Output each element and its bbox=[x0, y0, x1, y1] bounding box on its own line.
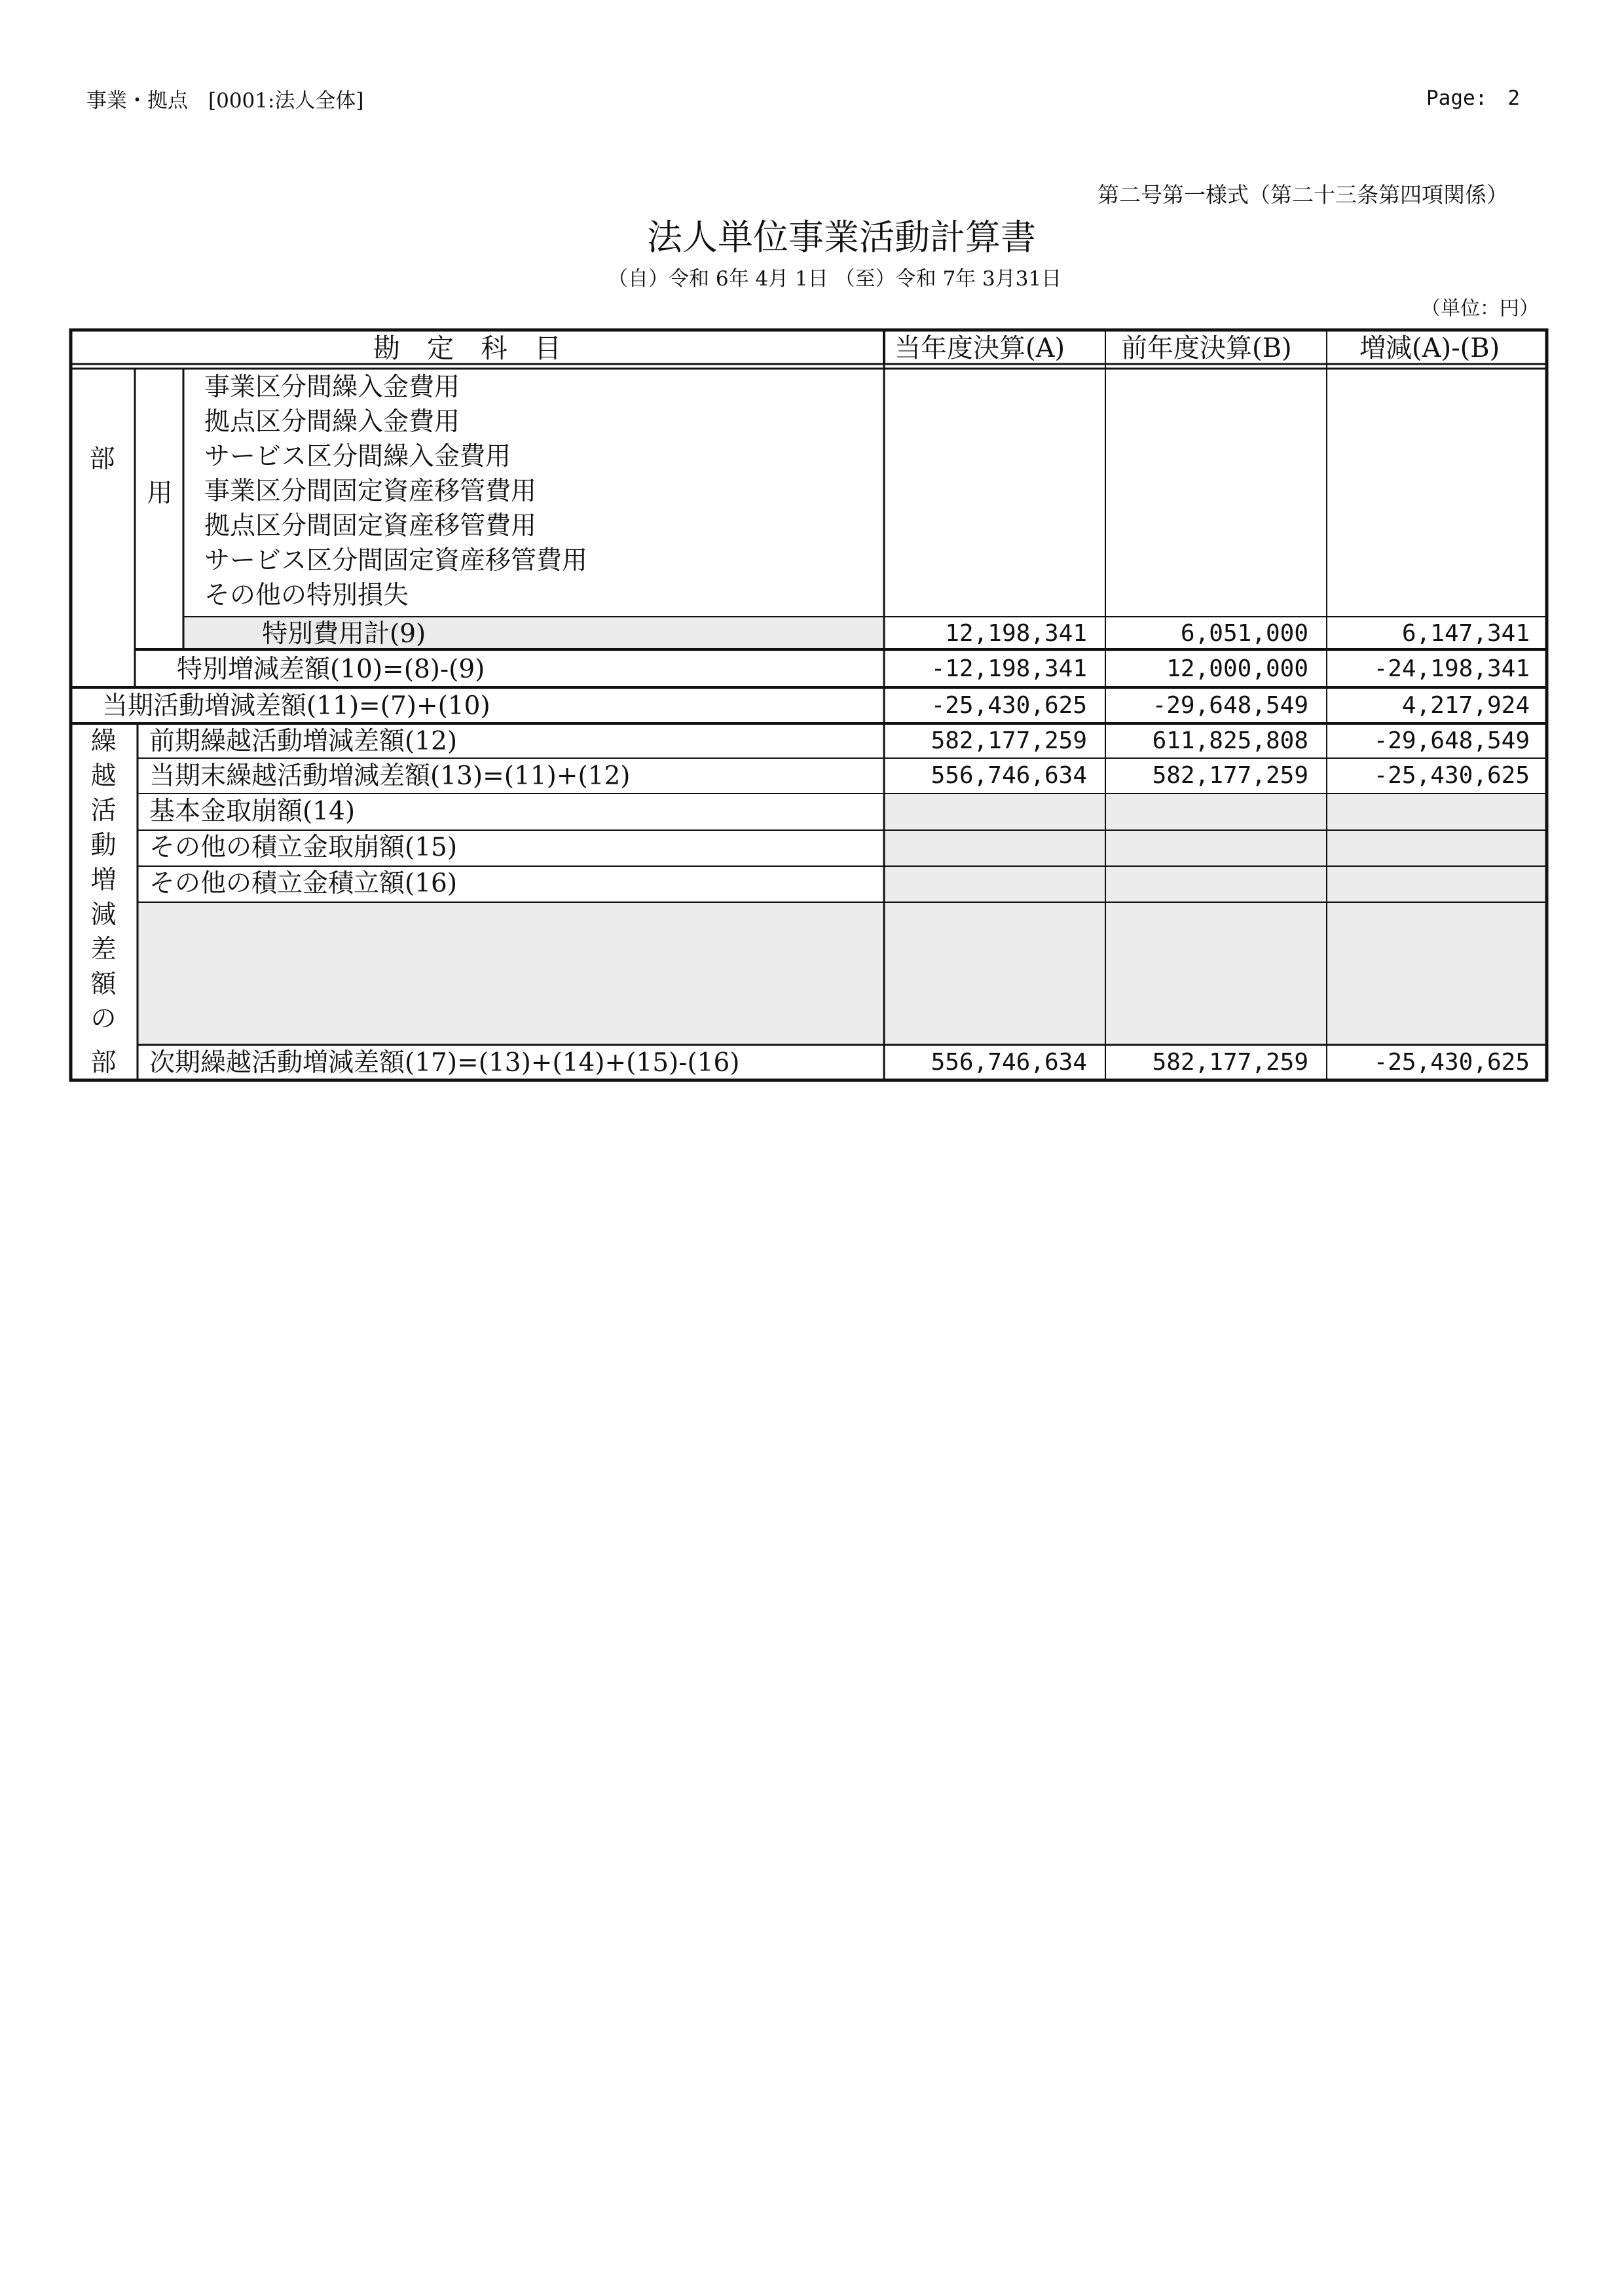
column-header-current: 当年度決算(A) bbox=[895, 333, 1065, 363]
special-balance-diff: -24,198,341 bbox=[1373, 655, 1530, 682]
carry-row-current: 556,746,634 bbox=[931, 762, 1087, 789]
fiscal-period: （自）令和 6年 4月 1日 （至）令和 7年 3月31日 bbox=[608, 267, 1062, 291]
expense-item: サービス区分間繰入金費用 bbox=[204, 442, 511, 471]
expense-item: その他の特別損失 bbox=[204, 581, 409, 610]
carry-row-label: 基本金取崩額(14) bbox=[149, 797, 356, 826]
period-balance-label: 当期活動増減差額(11)=(7)+(10) bbox=[102, 691, 490, 721]
expense-item: 事業区分間固定資産移管費用 bbox=[204, 477, 537, 506]
next-carry-current: 556,746,634 bbox=[931, 1049, 1087, 1076]
period-balance-current: -25,430,625 bbox=[931, 692, 1087, 719]
special-balance-previous: 12,000,000 bbox=[1166, 655, 1308, 682]
expense-item: 事業区分間繰入金費用 bbox=[204, 373, 460, 402]
carry-row-label: その他の積立金積立額(16) bbox=[149, 869, 458, 898]
carry-row-previous: 582,177,259 bbox=[1152, 762, 1308, 789]
expense-item: 拠点区分間固定資産移管費用 bbox=[204, 511, 537, 541]
special-expense-total-diff: 6,147,341 bbox=[1401, 620, 1530, 647]
carry-row-diff: -29,648,549 bbox=[1373, 727, 1530, 754]
carry-row-diff: -25,430,625 bbox=[1373, 762, 1530, 789]
form-number: 第二号第一様式（第二十三条第四項関係） bbox=[1098, 182, 1508, 208]
carry-row-label: その他の積立金取崩額(15) bbox=[149, 833, 458, 862]
column-header-account: 勘 定 科 目 bbox=[373, 333, 561, 364]
special-balance-label: 特別増減差額(10)=(8)-(9) bbox=[177, 655, 485, 684]
special-expense-total-current: 12,198,341 bbox=[945, 620, 1087, 647]
document-title: 法人単位事業活動計算書 bbox=[647, 217, 1036, 258]
carry-section-char: の bbox=[90, 1004, 117, 1034]
carry-section-char: 繰 bbox=[90, 727, 117, 756]
carry-section-char: 額 bbox=[90, 970, 117, 999]
next-carry-label: 次期繰越活動増減差額(17)=(13)+(14)+(15)-(16) bbox=[149, 1048, 740, 1078]
expense-item: 拠点区分間繰入金費用 bbox=[204, 407, 460, 437]
section-label-you: 用 bbox=[147, 479, 173, 508]
next-carry-previous: 582,177,259 bbox=[1152, 1049, 1308, 1076]
carry-row-label: 当期末繰越活動増減差額(13)=(11)+(12) bbox=[149, 761, 631, 791]
carry-section-char: 増 bbox=[90, 866, 117, 895]
segment-label: 事業・拠点 [0001:法人全体] bbox=[86, 89, 364, 113]
period-balance-previous: -29,648,549 bbox=[1152, 692, 1308, 719]
special-balance-current: -12,198,341 bbox=[931, 655, 1087, 682]
carry-section-char: 活 bbox=[90, 796, 117, 826]
special-expense-total-label: 特別費用計(9) bbox=[262, 619, 426, 649]
expense-item: サービス区分間固定資産移管費用 bbox=[204, 546, 588, 575]
column-header-previous: 前年度決算(B) bbox=[1121, 333, 1292, 363]
period-balance-diff: 4,217,924 bbox=[1401, 692, 1530, 719]
carry-section-char: 越 bbox=[90, 761, 117, 791]
column-header-diff: 増減(A)-(B) bbox=[1359, 333, 1500, 363]
special-expense-total-previous: 6,051,000 bbox=[1180, 620, 1308, 647]
carry-row-label: 前期繰越活動増減差額(12) bbox=[149, 727, 458, 756]
next-carry-diff: -25,430,625 bbox=[1373, 1049, 1530, 1076]
carry-row-previous: 611,825,808 bbox=[1152, 727, 1308, 754]
section-label-bu: 部 bbox=[89, 445, 115, 474]
carry-section-char: 部 bbox=[90, 1048, 117, 1078]
carry-section-char: 差 bbox=[90, 935, 117, 964]
carry-section-char: 動 bbox=[90, 831, 117, 860]
unit-label: （単位：円） bbox=[1421, 297, 1539, 320]
page-number: Page: 2 bbox=[1426, 86, 1520, 110]
carry-row-current: 582,177,259 bbox=[931, 727, 1087, 754]
carry-section-char: 減 bbox=[90, 900, 117, 930]
